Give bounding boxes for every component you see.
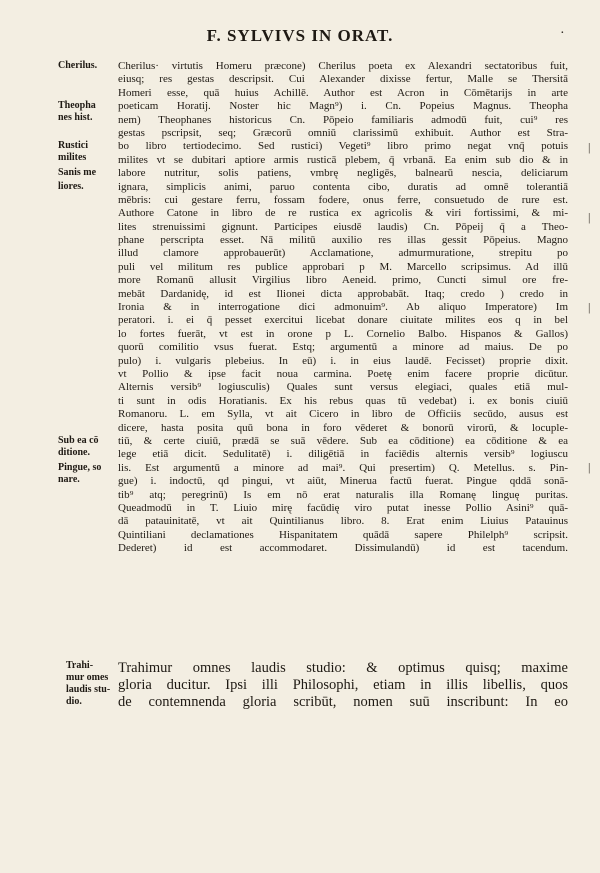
margin-note: Rustici milites: [58, 140, 88, 164]
commentary-line: Alternis versib⁹ logiusculis) Quales sunt versus elegiaci, quales etiā mul-: [118, 381, 568, 394]
margin-note: Sanis me: [58, 167, 97, 179]
commentary-line: lo fortes fuerāt, vt est in orone p L. Cornelio Balbo. Hispanos & Gallos): [118, 327, 568, 340]
corner-mark: ·: [560, 26, 566, 41]
commentary-line: tib⁹ atq; peregrinū) Is em nō erat naturalis illa Romanę linguę puritas.: [118, 488, 568, 501]
margin-bracket: |: [588, 140, 591, 154]
commentary-line: mebāt Dardanidę, id est Ilionei dicta approbabāt. Itaq; credo ) credo in: [118, 287, 568, 300]
commentary-line: mēbris: cui gestare ferru, fossam fodere, onus ferre, consuetudo de rure est.: [118, 193, 568, 206]
commentary-line: lites strenuissimi gignunt. Participes eiusdē laudis) Cn. Pōpeij q̄ a Theo-: [118, 220, 568, 233]
commentary-line: gue) i. indoctū, qd pingui, vt aiūt, Minerua factū fuerat. Pingue qddā sonā-: [118, 475, 568, 488]
commentary-line: poeticam Horatij. Noster hic Magn⁹) i. Cn. Popeius Magnus. Theopha: [118, 100, 568, 113]
oration-note-text: Trahi- mur omes laudis stu- dio.: [66, 660, 111, 707]
oration-line: de contemnenda gloria scribūt, nomen suū inscribunt: In eo: [118, 694, 568, 710]
commentary-line: eiusq; res gestas descripsit. Cui Alexander dixisse fertur, Malle se Thersitā: [118, 73, 568, 86]
margin-note: liores.: [58, 180, 84, 192]
commentary-line: dā patauinitatē, vt ait Quintilianus libro. 8. Erat enim Liuius Patauinus: [118, 515, 568, 528]
commentary-line: Romanoru. L. em Sylla, vt ait Cicero in libro de Officiis secūdo, ausus est: [118, 408, 568, 421]
margin-bracket: |: [588, 210, 591, 224]
commentary-line: vt Pollio & ipse facit noua carmina. Poetę enim facere proprie dicūtur.: [118, 367, 568, 380]
commentary-line: puli vel militum res publice approbari p M. Marcello scripsimus. Ad illū: [118, 260, 568, 273]
commentary-line: Quintiliani declamationes Hispanitatem quādā sapere Philelph⁹ scripsit.: [118, 528, 568, 541]
commentary-line: Authore Catone in libro de re rustica ex agricolis & viri fortissimi, & mi-: [118, 207, 568, 220]
commentary-line: pulo) i. vulgaris plebeius. In eū) i. in eius laudē. Fecisset) proprie dixit.: [118, 354, 568, 367]
commentary-line: Homeri esse, quā huius Achillē. Author est Acron in Cōmētarijs in arte: [118, 86, 568, 99]
running-header-title: F. SYLVIVS IN ORAT.: [206, 26, 394, 45]
commentary-line: phane perscripta esset. Nā militū auxilio res illas gessit Pōpeius. Magno: [118, 234, 568, 247]
margin-note: Sub ea cō ditione.: [58, 435, 99, 459]
commentary-line: milites vt se dubitari aptiore armis rusticā plebem, q̄ vrbanā. Ea enim sub dio & in: [118, 153, 568, 166]
commentary-line: nem) Theophanes historicus Cn. Pōpeio familiaris admodū fuit, cui⁹ res: [118, 113, 568, 126]
commentary-line: ti sunt in odis Horatianis. Ex his rebus quas tū vedebat) i. ex bonis ciuiū: [118, 394, 568, 407]
commentary-line: peratori. i. ei q̄ pesset exercitui licebat donare ciuitate milites eos q in bel: [118, 314, 568, 327]
commentary-line: lege etiā dicit. Sedulitatē) i. diligētiā in faciēdis alternis versib⁹ logiuscu: [118, 448, 568, 461]
commentary-line: bo libro tertiodecimo. Sed rustici) Vegeti⁹ libro primo negat vnq̄ potuis: [118, 140, 568, 153]
margin-bracket: |: [588, 460, 591, 474]
margin-bracket: |: [588, 300, 591, 314]
commentary-line: gestas pscripsit, seq; Græcorū omniū clarissimū exhibuit. Author est Stra-: [118, 126, 568, 139]
margin-note: Pingue, so nare.: [58, 462, 102, 485]
commentary-line: more Romanū allusit Virgilius libro Aeneid. primo, Cuncti simul ore fre-: [118, 274, 568, 287]
commentary-line: labore nutritur, solis patiens, vmbrę negligēs, balnearū nescia, deliciarum: [118, 167, 568, 180]
commentary-line: illud clamore approbauerūt) Acclamatione, admurmuratione, strepitu po: [118, 247, 568, 260]
commentary-line: ignara, simplicis animi, paruo contenta cibo, duratis ad omnē tolerantiā: [118, 180, 568, 193]
margin-note: Cherilus.: [58, 60, 98, 71]
commentary-block: [118, 60, 568, 555]
commentary-line: Ironia & in interrogatione dici admonuim⁹. Ab aliquo Imperatore) Im: [118, 301, 568, 314]
running-header: [0, 26, 600, 46]
oration-line: Trahimur omnes laudis studio: & optimus quisq; maxime: [118, 660, 568, 676]
margin-note: Theopha nes hist.: [58, 100, 96, 124]
commentary-line: quorū comilitio vsus fuerat. Estq; argumentū a minore ad maius. De po: [118, 341, 568, 354]
commentary-line: lis. Est argumentū a minore ad mai⁹. Qui presertim) Q. Metellus. s. Pin-: [118, 461, 568, 474]
oration-line: gloria ducitur. Ipsi illi Philosophi, etiam in illis libellis, quos: [118, 677, 568, 693]
commentary-line: dicere, hasta posita quū bona in foro vēderet & bonorū virorū, & locuple-: [118, 421, 568, 434]
commentary-line: Queadmodū in T. Liuio mirę facūdię viro putat inesse Pollio Asini⁹ quā-: [118, 501, 568, 514]
commentary-line: Cherilus· virtutis Homeru præcone) Cherilus poeta ex Alexandri sectatoribus fuit,: [118, 60, 568, 72]
oration-text-block: [118, 660, 568, 711]
commentary-line: Dederet) id est accommodaret. Dissimulandū) id est tacendum.: [118, 542, 568, 555]
commentary-line: tiū, & certe ciuiū, prædā se suā vēdere. Sub ea cōditione) ea cōditione & ea: [118, 434, 568, 447]
